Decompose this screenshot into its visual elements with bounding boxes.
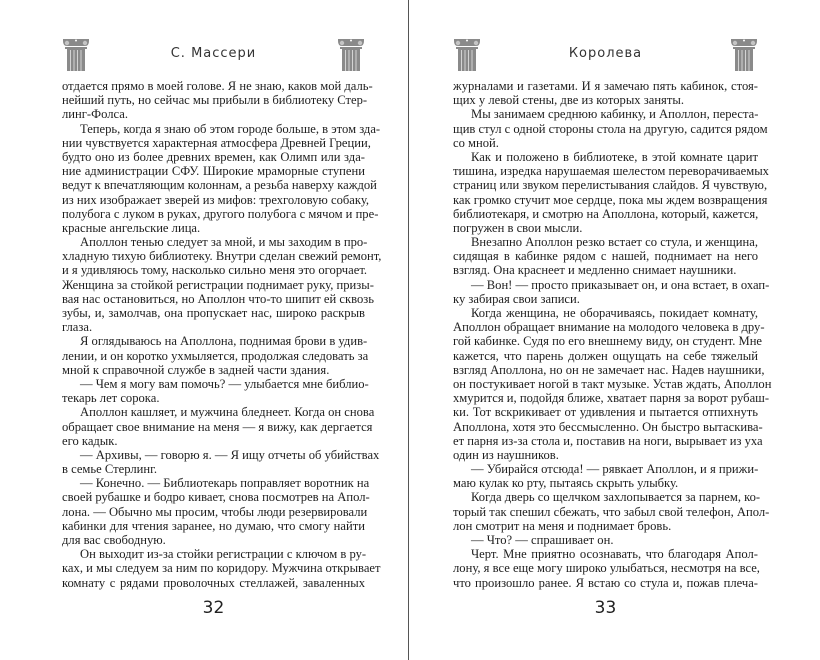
text-line: в семье Стерлинг. [62, 462, 157, 477]
text-line: он постукивает ногой в такт музыке. Устав ждать, Аполлон [453, 376, 772, 391]
page-header [453, 37, 758, 71]
text-line: Я оглядываюсь на Аполлона, поднимая брови в удив- [80, 334, 368, 349]
text-line: из них изображает зверей из мифов: трехголовую собаку, [62, 192, 370, 207]
text-line: лону, я все еще могу широко улыбаться, несмотря на все, [453, 561, 760, 576]
text-line: гой кабинке. Судя по его внешнему виду, он студент. Мне [453, 334, 763, 349]
text-line: своей рубашке и бодро кивает, снова посмотрев на Апол- [62, 490, 370, 505]
text-line: лении, и он коротко ухмыляется, продолжая следовать за [62, 348, 369, 363]
running-title-book: Королева [568, 46, 643, 61]
paragraph [62, 79, 373, 122]
text-line: обращает свое внимание на меня — я вижу, как дергается [62, 419, 373, 434]
text-line: Внезапно Аполлон резко встает со стула, и женщина, [471, 235, 758, 250]
text-line: кабинки для чтения заранее, но думаю, что смогу найти [62, 518, 365, 533]
text-line: и я удивляюсь тому, насколько сильно меня это огорчает. [62, 263, 368, 278]
text-line: как громко стучит мое сердце, пока мы ждем возвращения [453, 192, 768, 207]
body-text [453, 79, 772, 590]
text-line: — Вон! — просто приказывает он, и она встает, в охап- [471, 277, 770, 292]
text-line: — Архивы, — говорю я. — Я ищу отчеты об убийствах [80, 447, 380, 462]
text-line: взгляд. Она краснеет и медленно снимает наушники. [453, 263, 737, 278]
paragraph [62, 235, 382, 335]
text-line: взгляд Аполлона, но он не замечает нас. Надев наушники, [453, 362, 765, 377]
text-line: ние администрации СФУ. Широкие мраморные ступени [62, 164, 365, 179]
text-line: сидящая в кабинке рядом с нашей, поднимает на него [453, 249, 758, 264]
text-line: — Чем я могу вам помочь? — улыбается мне библио- [80, 376, 369, 391]
text-line: Он выходит из-за стойки регистрации с ключом в ру- [80, 547, 367, 562]
text-line: — Конечно. — Библиотекарь поправляет воротник на [80, 476, 370, 491]
text-line: лон смотрит на меня и поднимает бровь. [453, 518, 672, 533]
paragraph [62, 334, 369, 377]
paragraph [453, 235, 758, 278]
text-line: будто оно из более древних времен, как Олимп или зда- [62, 149, 365, 164]
text-line: для вас свободную. [62, 533, 166, 547]
text-line: зубы, и, замолчав, она пропускает нас, широко раскрыв [62, 306, 365, 320]
text-line: ках, и мы следуем за ним по коридору. Мужчина открывает [62, 561, 381, 576]
text-line: текарь лет сорока. [62, 391, 160, 406]
text-line: Аполлон кашляет, и мужчина бледнеет. Когда он снова [80, 405, 375, 420]
page-header [62, 37, 365, 71]
text-line: отдается прямо в моей голове. Я не знаю, каков мой даль- [62, 79, 373, 93]
text-line: Как и положено в библиотеке, в этой комнате царит [471, 149, 758, 164]
text-line: торый так спешил сбежать, что забыл свой телефон, Апол- [453, 504, 770, 519]
text-line: — Что? — спрашивает он. [471, 533, 614, 547]
text-line: ки. Тот вскрикивает от удивления и пытается отпихнуть [453, 405, 758, 420]
paragraph [62, 547, 381, 590]
book-spine-divider [408, 0, 409, 660]
page-number: 32 [202, 598, 225, 618]
text-line: хладную тихую библиотеку. Внутри сделан свежий ремонт, [62, 249, 382, 264]
paragraph [453, 306, 772, 462]
text-line: красные ангельские лица. [62, 220, 201, 235]
paragraph [62, 405, 375, 448]
text-line: что произошло ранее. Я встаю со стула и, пожав плеча- [453, 575, 758, 590]
text-line: страниц или звуком перелистывания слайдов. Я чувствую, [453, 178, 768, 193]
paragraph [453, 79, 758, 107]
text-line: со мной. [453, 135, 499, 150]
paragraph [453, 547, 758, 590]
text-line: хмурится и, подойдя ближе, хватает парня за ворот рубаш- [453, 391, 770, 406]
text-line: маю кулак ко рту, пытаясь скрыть улыбку. [453, 476, 679, 491]
page-number: 33 [594, 598, 617, 618]
text-line: библиотекаря, и смотрю на Аполлона, который, кажется, [453, 206, 759, 221]
paragraph [62, 376, 369, 406]
text-line: Теперь, когда я знаю об этом городе больше, в этом зда- [80, 121, 381, 136]
text-line: щих у левой стены, две из которых заняты. [453, 93, 684, 108]
text-line: Когда дверь со щелчком захлопывается за парнем, ко- [471, 490, 761, 505]
text-line: кажется, что парень должен ощущать на себе тяжелый [453, 348, 758, 363]
text-line: нейший путь, но сейчас мы прибыли в библиотеку Стер- [62, 93, 368, 108]
paragraph [453, 533, 758, 547]
text-line: глаза. [62, 320, 93, 335]
text-line: погружен в свои мысли. [453, 220, 583, 235]
text-line: вая нас остановиться, но Аполлон что-то шипит ей сквозь [62, 291, 374, 306]
text-line: — Убирайся отсюда! — рявкает Аполлон, и я прижи- [471, 462, 759, 477]
paragraph [62, 447, 380, 477]
paragraph [453, 462, 758, 490]
paragraph [453, 107, 768, 150]
text-line: комнату с рядами проволочных стеллажей, заваленных [62, 575, 365, 590]
text-line: Мы занимаем среднюю кабинку, и Аполлон, переста- [471, 107, 759, 122]
body-text [62, 79, 382, 590]
text-line: Аполлон тенью следует за мной, и мы заходим в про- [80, 235, 368, 250]
text-line: Аполлон обращает внимание на молодого человека в дру- [453, 320, 765, 335]
text-line: Аполлона, хотя это бессмысленно. Он быстро вытаскива- [453, 419, 763, 434]
text-line: журналами и газетами. И я замечаю пять кабинок, стоя- [453, 79, 758, 93]
text-line: ведут к впечатляющим колоннам, а резьба наверху каждой [62, 178, 377, 193]
text-line: линг-Фолса. [62, 107, 128, 122]
left-page [62, 0, 382, 660]
running-title-author: С. Массери [170, 46, 257, 61]
text-line: ку забирая свои записи. [453, 291, 580, 306]
paragraph [453, 277, 770, 306]
right-page [453, 0, 772, 660]
paragraph [453, 490, 770, 533]
greek-column-icon [730, 37, 758, 71]
text-line: его кадык. [62, 433, 118, 448]
text-line: нии чувствуется характерная атмосфера Древней Греции, [62, 135, 371, 150]
text-line: Черт. Мне приятно осознавать, что благодаря Апол- [471, 547, 758, 562]
paragraph [62, 476, 370, 547]
text-line: лона. — Обычно мы просим, чтобы люди резервировали [62, 504, 368, 519]
text-line: Женщина за стойкой регистрации поднимает руку, призы- [62, 277, 374, 292]
text-line: один из наушников. [453, 447, 559, 462]
text-line: мной к справочной службе в задней части здания. [62, 362, 330, 377]
greek-column-icon [337, 37, 365, 71]
paragraph [62, 121, 381, 236]
text-line: ет парня из-за стола и, поставив на ноги, вырывает из уха [453, 433, 763, 448]
paragraph [453, 149, 769, 235]
text-line: Когда женщина, не оборачиваясь, покидает комнату, [471, 306, 758, 320]
text-line: тишина, изредка нарушаемая шелестом переворачиваемых [453, 164, 769, 179]
text-line: щив стул с одной стороны стола на другую, садится рядом [453, 121, 768, 136]
text-line: полубога с луком в руках, другого полубога с мячом и пре- [62, 206, 379, 221]
